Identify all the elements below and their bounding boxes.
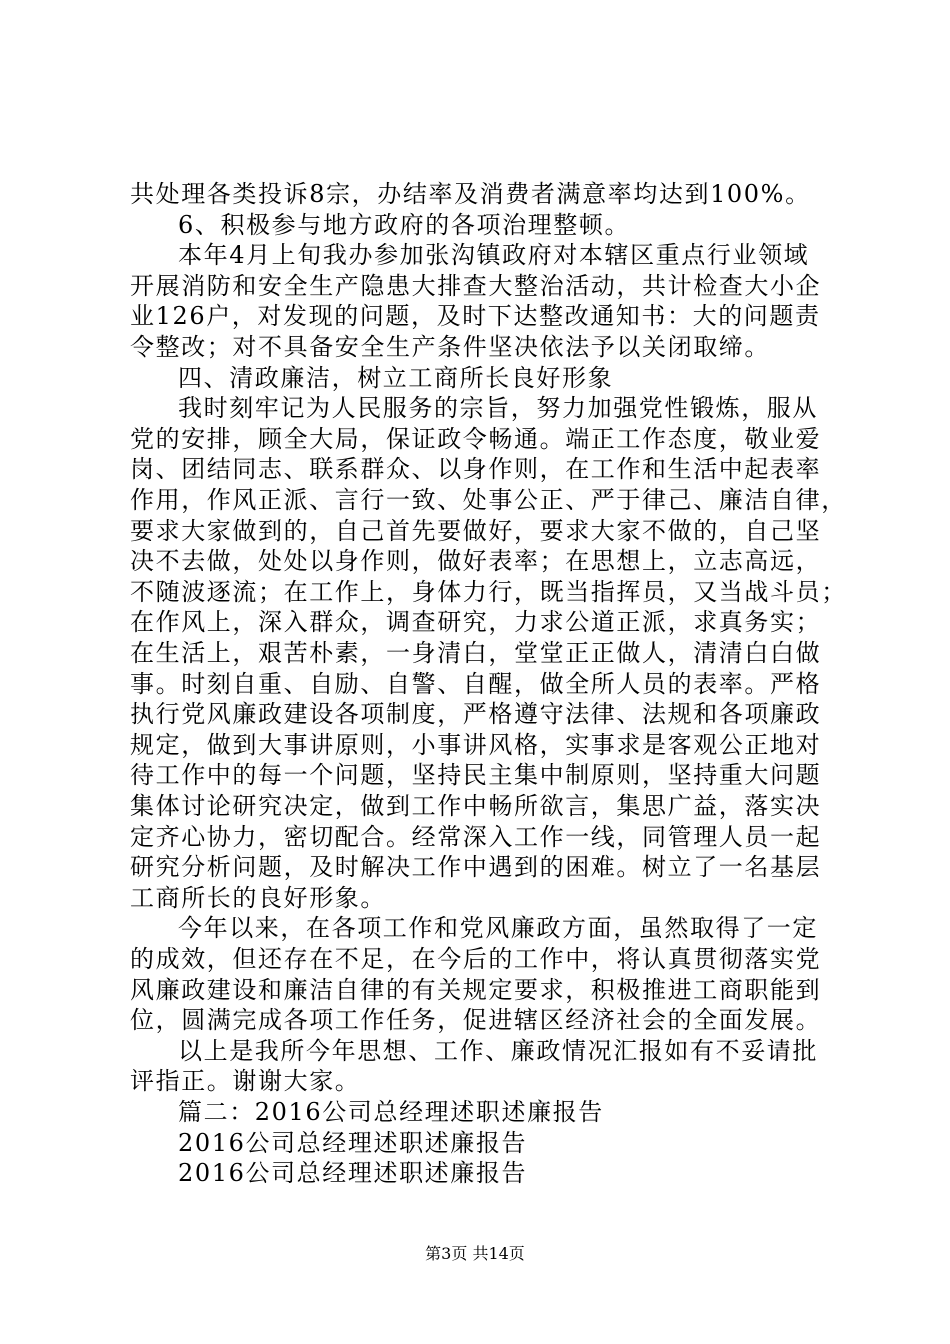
text-line: 决不去做，处处以身作则，做好表率；在思想上，立志高远， [130, 547, 822, 576]
text-line: 以上是我所今年思想、工作、廉政情况汇报如有不妥请批 [178, 1036, 818, 1065]
text-line: 事。时刻自重、自励、自警、自醒，做全所人员的表率。严格 [130, 669, 822, 698]
text-line: 在生活上，艰苦朴素，一身清白，堂堂正正做人，清清白白做 [130, 639, 822, 667]
text-line: 作用，作风正派、言行一致、处事公正、严于律己、廉洁自律， [130, 486, 847, 514]
page-number-label: 第3页 共14页 [425, 1244, 525, 1263]
text-line: 党的安排，顾全大局，保证政令畅通。端正工作态度，敬业爱 [130, 424, 822, 453]
text-line: 岗、团结同志、联系群众、以身作则，在工作和生活中起表率 [130, 455, 822, 484]
text-line: 的成效，但还存在不足，在今后的工作中，将认真贯彻落实党 [130, 945, 822, 973]
text-line: 篇二：2016公司总经理述职述廉报告 [178, 1098, 604, 1126]
text-line: 不随波逐流；在工作上，身体力行，既当指挥员，又当战斗员； [130, 577, 847, 606]
page-footer [0, 1244, 950, 1264]
text-line: 四、清政廉洁，树立工商所长良好形象 [178, 363, 614, 392]
text-line: 令整改；对不具备安全生产条件坚决依法予以关闭取缔。 [130, 333, 770, 361]
text-line: 开展消防和安全生产隐患大排查大整治活动，共计检查大小企 [130, 271, 822, 300]
text-line: 今年以来，在各项工作和党风廉政方面，虽然取得了一定 [178, 914, 818, 943]
text-line: 评指正。谢谢大家。 [130, 1067, 361, 1096]
text-line: 规定，做到大事讲原则，小事讲风格，实事求是客观公正地对 [130, 730, 822, 759]
text-line: 执行党风廉政建设各项制度，严格遵守法律、法规和各项廉政 [130, 700, 822, 729]
text-line: 在作风上，深入群众，调查研究，力求公道正派，求真务实； [130, 608, 822, 637]
text-line: 2016公司总经理述职述廉报告 [178, 1128, 528, 1157]
text-line: 工商所长的良好形象。 [130, 883, 386, 912]
text-line: 我时刻牢记为人民服务的宗旨，努力加强党性锻炼，服从 [178, 394, 818, 423]
text-line: 2016公司总经理述职述廉报告 [178, 1159, 528, 1188]
text-line: 待工作中的每一个问题，坚持民主集中制原则，坚持重大问题 [130, 761, 822, 790]
text-line: 共处理各类投诉8宗，办结率及消费者满意率均达到100%。 [130, 180, 811, 208]
text-line: 风廉政建设和廉洁自律的有关规定要求，积极推进工商职能到 [130, 975, 822, 1004]
text-line: 本年4月上旬我办参加张沟镇政府对本辖区重点行业领域 [178, 241, 810, 270]
text-line: 研究分析问题，及时解决工作中遇到的困难。树立了一名基层 [130, 853, 822, 882]
text-line: 6、积极参与地方政府的各项治理整顿。 [178, 210, 631, 239]
text-line: 要求大家做到的，自己首先要做好，要求大家不做的，自己坚 [130, 516, 822, 545]
text-line: 业126户，对发现的问题，及时下达整改通知书：大的问题责 [130, 302, 821, 331]
text-line: 定齐心协力，密切配合。经常深入工作一线，同管理人员一起 [130, 822, 822, 851]
text-line: 位，圆满完成各项工作任务，促进辖区经济社会的全面发展。 [130, 1006, 822, 1035]
text-line: 集体讨论研究决定，做到工作中畅所欲言，集思广益，落实决 [130, 792, 822, 820]
